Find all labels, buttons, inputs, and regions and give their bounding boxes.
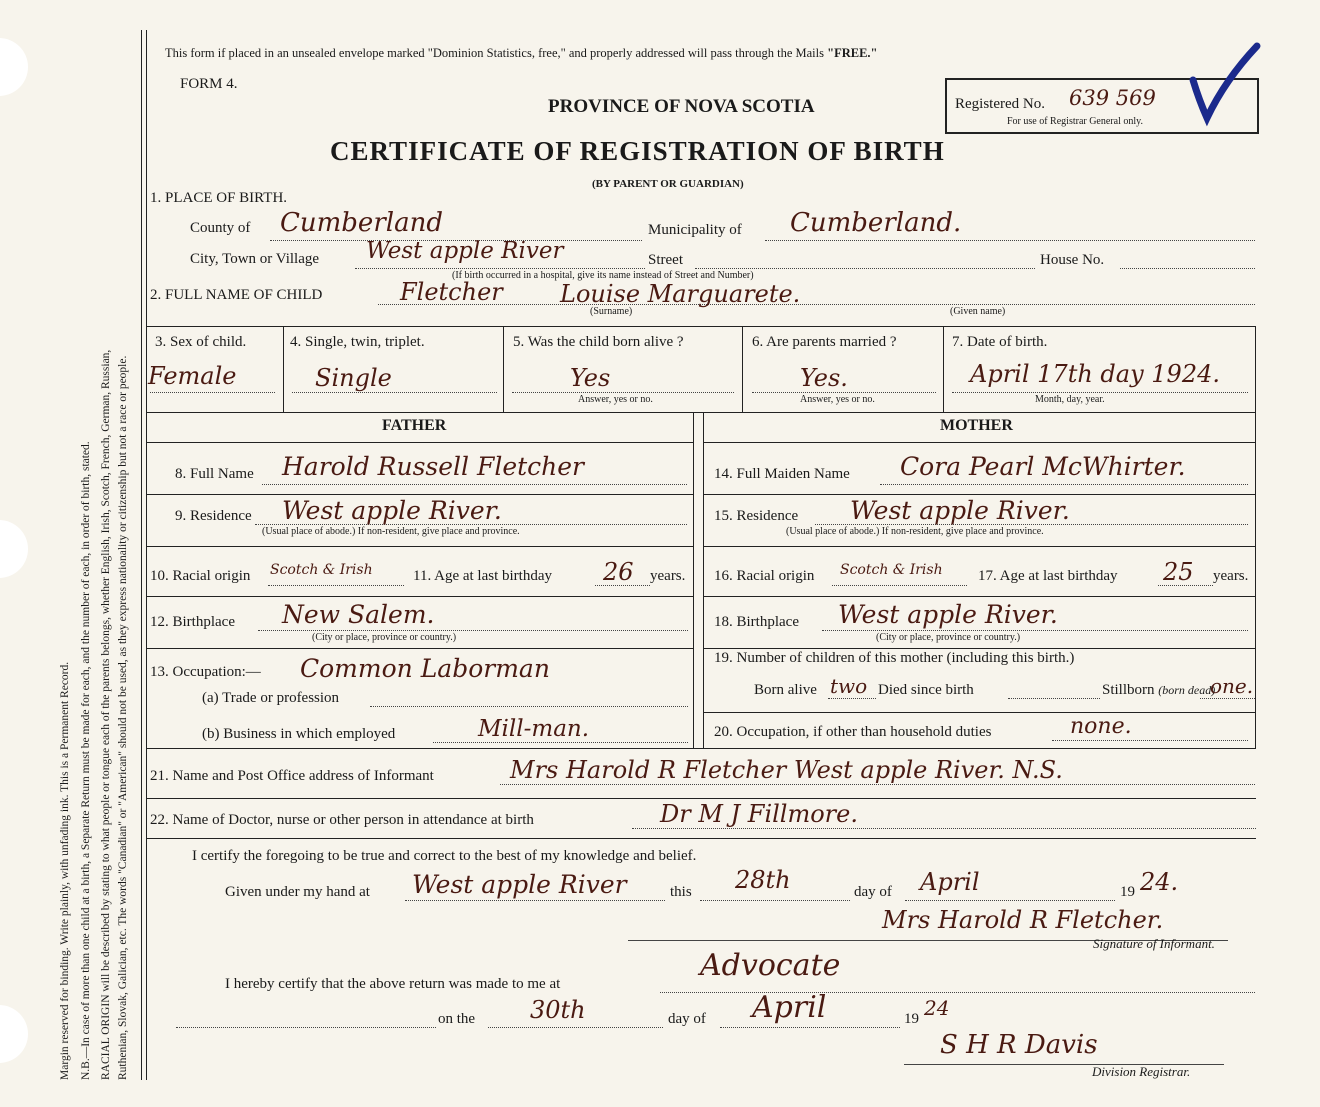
margin-note-racial-origin: RACIAL ORIGIN will be described by stating to what people or tongue each of the parents belongs, whether English, Irish, Scotch, French, German, Russian, xyxy=(100,349,112,1080)
city-line xyxy=(355,268,645,269)
father-age-label: 11. Age at last birthday xyxy=(413,568,552,584)
mail-notice xyxy=(165,46,877,61)
punch-hole-top xyxy=(0,38,28,96)
doctor-value: Dr M J Fillmore. xyxy=(660,800,858,828)
born-alive-count-value: two xyxy=(830,674,868,698)
father-col-right xyxy=(693,412,694,748)
registered-label: Registered No. xyxy=(955,96,1045,112)
municipality-value: Cumberland. xyxy=(790,208,962,238)
mother-birthplace-label: 18. Birthplace xyxy=(714,614,799,630)
doctor-label: 22. Name of Doctor, nurse or other person in attendance at birth xyxy=(150,812,534,828)
father-racial-line xyxy=(268,585,404,586)
col-divider-2 xyxy=(503,326,504,412)
father-trade-line xyxy=(370,706,688,707)
informant-signature-caption: Signature of Informant. xyxy=(1093,936,1215,951)
mother-racial-value: Scotch & Irish xyxy=(840,562,943,578)
registrar-statement: I hereby certify that the above return was made to me at xyxy=(225,976,561,992)
informant-value: Mrs Harold R Fletcher West apple River. N.S. xyxy=(510,756,1063,784)
father-birthplace-value: New Salem. xyxy=(282,600,435,629)
sex-label: 3. Sex of child. xyxy=(155,334,247,350)
father-col-left xyxy=(146,412,147,748)
born-alive-value: Yes xyxy=(570,364,611,392)
registrar-place-value: Advocate xyxy=(700,948,841,983)
registrar-day-value: 30th xyxy=(530,996,586,1024)
married-note: Answer, yes or no. xyxy=(800,394,875,405)
stillborn-note: (born dead) xyxy=(1158,683,1216,697)
margin-note-binding: Margin reserved for binding. Write plainly, with unfading ink. This is a Permanent Record. xyxy=(59,661,71,1080)
father-name-value: Harold Russell Fletcher xyxy=(282,452,585,481)
mother-age-unit: years. xyxy=(1213,568,1249,584)
certify-statement: I certify the foregoing to be true and correct to the best of my knowledge and belief. xyxy=(192,848,697,864)
col-divider-right xyxy=(1255,326,1256,412)
mother-occupation-line xyxy=(1052,740,1248,741)
born-alive-note: Answer, yes or no. xyxy=(578,394,653,405)
father-racial-label: 10. Racial origin xyxy=(150,568,251,584)
father-row-rule-4 xyxy=(146,648,694,649)
given-month-value: April xyxy=(920,868,980,896)
certify-top-rule xyxy=(146,838,1256,839)
father-business-line xyxy=(433,742,688,743)
given-note: (Given name) xyxy=(950,306,1006,317)
mother-age-label: 17. Age at last birthday xyxy=(978,568,1118,584)
born-alive-count-line xyxy=(828,698,876,699)
mother-heading-rule xyxy=(703,442,1256,443)
informant-line xyxy=(500,784,1255,785)
mother-children-label: 19. Number of children of this mother (including this birth.) xyxy=(714,650,1075,666)
given-under-label: Given under my hand at xyxy=(225,884,370,900)
registrar-lead-line xyxy=(176,1027,436,1028)
registrar-day-line xyxy=(488,1027,663,1028)
mother-row-rule-5 xyxy=(703,712,1256,713)
mother-col-right xyxy=(1255,412,1256,748)
born-alive-count-label: Born alive xyxy=(754,682,817,698)
child-surname: Fletcher xyxy=(400,278,503,306)
father-name-line xyxy=(262,484,687,485)
mother-age-value: 25 xyxy=(1163,558,1194,586)
married-line xyxy=(752,392,936,393)
col-divider-4 xyxy=(943,326,944,412)
child-given-name: Louise Marguarete. xyxy=(560,280,801,308)
given-day-line xyxy=(700,900,850,901)
registrar-signature-caption: Division Registrar. xyxy=(1092,1064,1191,1079)
mother-col-left xyxy=(703,412,704,748)
informant-label: 21. Name and Post Office address of Informant xyxy=(150,768,434,784)
sex-line xyxy=(150,392,275,393)
father-residence-note: (Usual place of abode.) If non-resident, give place and province. xyxy=(262,526,520,537)
father-residence-label: 9. Residence xyxy=(175,508,252,524)
father-birthplace-note: (City or place, province or country.) xyxy=(312,632,457,643)
father-age-unit: years. xyxy=(650,568,686,584)
punch-hole-middle xyxy=(0,520,28,578)
registrar-note: For use of Registrar General only. xyxy=(1007,116,1143,127)
dob-line xyxy=(952,392,1248,393)
mother-row-rule-2 xyxy=(703,546,1256,547)
mail-notice-text: This form if placed in an unsealed envelope marked "Dominion Statistics, free," and properly addressed will pass through the Mails xyxy=(165,46,824,60)
city-value: West apple River xyxy=(366,238,564,264)
form-number: FORM 4. xyxy=(180,76,238,92)
doctor-line xyxy=(632,828,1256,829)
margin-note-multiple-births: N.B.—In case of more than one child at a birth, a Separate Return must be made for each, and the number of each, in order of birth, stated. xyxy=(80,441,92,1080)
mother-racial-line xyxy=(832,585,967,586)
margin-note-racial-origin-cont: Ruthenian, Slovak, Galician, etc. The words "Canadian" or "American" should not be used, as they express nationality or citizenship but not a race or people. xyxy=(117,355,129,1080)
mother-name-label: 14. Full Maiden Name xyxy=(714,466,850,482)
father-row-rule-2 xyxy=(146,546,694,547)
given-place-value: West apple River xyxy=(412,870,627,899)
mother-birthplace-value: West apple River. xyxy=(838,600,1058,629)
mother-name-line xyxy=(880,484,1248,485)
father-row-rule-3 xyxy=(146,596,694,597)
dob-label: 7. Date of birth. xyxy=(952,334,1048,350)
plurality-value: Single xyxy=(315,364,392,392)
father-business-label: (b) Business in which employed xyxy=(202,726,396,742)
registered-number: 639 569 xyxy=(1069,86,1156,110)
father-age-value: 26 xyxy=(603,558,634,586)
registrar-month-value: April xyxy=(752,990,827,1025)
col-divider-3 xyxy=(742,326,743,412)
punch-hole-bottom xyxy=(0,1005,28,1063)
surname-note: (Surname) xyxy=(590,306,633,317)
sex-value: Female xyxy=(148,362,237,390)
mother-row-rule-3 xyxy=(703,596,1256,597)
place-of-birth-heading: 1. PLACE OF BIRTH. xyxy=(150,190,288,206)
mother-heading: MOTHER xyxy=(940,417,1013,434)
child-name-label: 2. FULL NAME OF CHILD xyxy=(150,287,323,303)
mother-birthplace-line xyxy=(822,630,1248,631)
given-year-prefix: 19 xyxy=(1120,884,1135,900)
row-bottom-border xyxy=(146,412,1256,413)
house-line xyxy=(1120,268,1255,269)
stillborn-label-text: Stillborn xyxy=(1102,682,1155,698)
father-trade-label: (a) Trade or profession xyxy=(202,690,340,706)
certificate-title: CERTIFICATE OF REGISTRATION OF BIRTH xyxy=(330,136,945,166)
father-racial-value: Scotch & Irish xyxy=(270,562,373,578)
hospital-note: (If birth occurred in a hospital, give its name instead of Street and Number) xyxy=(452,270,754,281)
house-label: House No. xyxy=(1040,252,1105,268)
born-alive-label: 5. Was the child born alive ? xyxy=(513,334,684,350)
father-business-value: Mill-man. xyxy=(478,716,590,742)
mother-residence-note: (Usual place of abode.) If non-resident, give place and province. xyxy=(786,526,1044,537)
checkmark-icon xyxy=(1185,40,1265,130)
mother-row-rule-4 xyxy=(703,648,1256,649)
father-heading-rule xyxy=(146,442,694,443)
registrar-year-value: 24 xyxy=(924,996,950,1020)
registrar-place-line xyxy=(660,992,1255,993)
doctor-top-rule xyxy=(146,798,1256,799)
mail-notice-free: "FREE." xyxy=(827,46,878,60)
street-label: Street xyxy=(648,252,683,268)
given-day-value: 28th xyxy=(735,866,791,894)
street-line xyxy=(695,268,1035,269)
father-residence-value: West apple River. xyxy=(282,496,502,525)
given-month-line xyxy=(905,900,1115,901)
informant-top-rule xyxy=(146,748,1256,749)
father-name-label: 8. Full Name xyxy=(175,466,254,482)
registrar-year-prefix: 19 xyxy=(904,1011,919,1027)
county-label: County of xyxy=(190,220,251,236)
married-label: 6. Are parents married ? xyxy=(752,334,897,350)
registrar-month-line xyxy=(720,1027,900,1028)
province-heading: PROVINCE OF NOVA SCOTIA xyxy=(548,96,815,117)
mother-racial-label: 16. Racial origin xyxy=(714,568,815,584)
given-this-label: this xyxy=(670,884,692,900)
mother-birthplace-note: (City or place, province or country.) xyxy=(876,632,1021,643)
father-occupation-value: Common Laborman xyxy=(300,654,550,683)
row-top-border xyxy=(146,326,1256,327)
father-row-rule-1 xyxy=(146,494,694,495)
stillborn-label xyxy=(1102,682,1215,699)
city-label: City, Town or Village xyxy=(190,251,320,267)
stillborn-value: one. xyxy=(1210,674,1254,698)
mother-residence-value: West apple River. xyxy=(850,496,1070,525)
mother-name-value: Cora Pearl McWhirter. xyxy=(900,452,1186,481)
father-birthplace-label: 12. Birthplace xyxy=(150,614,235,630)
mother-occupation-value: none. xyxy=(1070,714,1132,739)
given-day-of-label: day of xyxy=(854,884,892,900)
col-divider-1 xyxy=(283,326,284,412)
municipality-line xyxy=(765,240,1255,241)
father-heading: FATHER xyxy=(382,417,447,434)
municipality-label: Municipality of xyxy=(648,222,742,238)
stillborn-line xyxy=(1200,698,1255,699)
father-birthplace-line xyxy=(258,630,688,631)
born-alive-line xyxy=(512,392,734,393)
given-year-value: 24. xyxy=(1140,868,1179,896)
mother-occupation-label: 20. Occupation, if other than household duties xyxy=(714,724,992,740)
dob-note: Month, day, year. xyxy=(1035,394,1105,405)
county-value: Cumberland xyxy=(280,208,443,238)
registrar-signature: S H R Davis xyxy=(940,1030,1098,1060)
given-place-line xyxy=(405,900,665,901)
informant-signature: Mrs Harold R Fletcher. xyxy=(882,906,1164,934)
died-since-birth-line xyxy=(1008,698,1100,699)
mother-residence-label: 15. Residence xyxy=(714,508,799,524)
married-value: Yes. xyxy=(800,364,848,392)
plurality-line xyxy=(292,392,497,393)
registrar-on-the-label: on the xyxy=(438,1011,476,1027)
registrar-day-of-label: day of xyxy=(668,1011,706,1027)
dob-value: April 17th day 1924. xyxy=(970,360,1220,388)
binding-margin-line xyxy=(141,30,142,1080)
died-since-birth-label: Died since birth xyxy=(878,682,974,698)
child-name-line xyxy=(378,304,1255,305)
certificate-subtitle: (BY PARENT OR GUARDIAN) xyxy=(592,178,744,190)
plurality-label: 4. Single, twin, triplet. xyxy=(290,334,425,350)
father-occupation-label: 13. Occupation:— xyxy=(150,664,261,680)
mother-row-rule-1 xyxy=(703,494,1256,495)
